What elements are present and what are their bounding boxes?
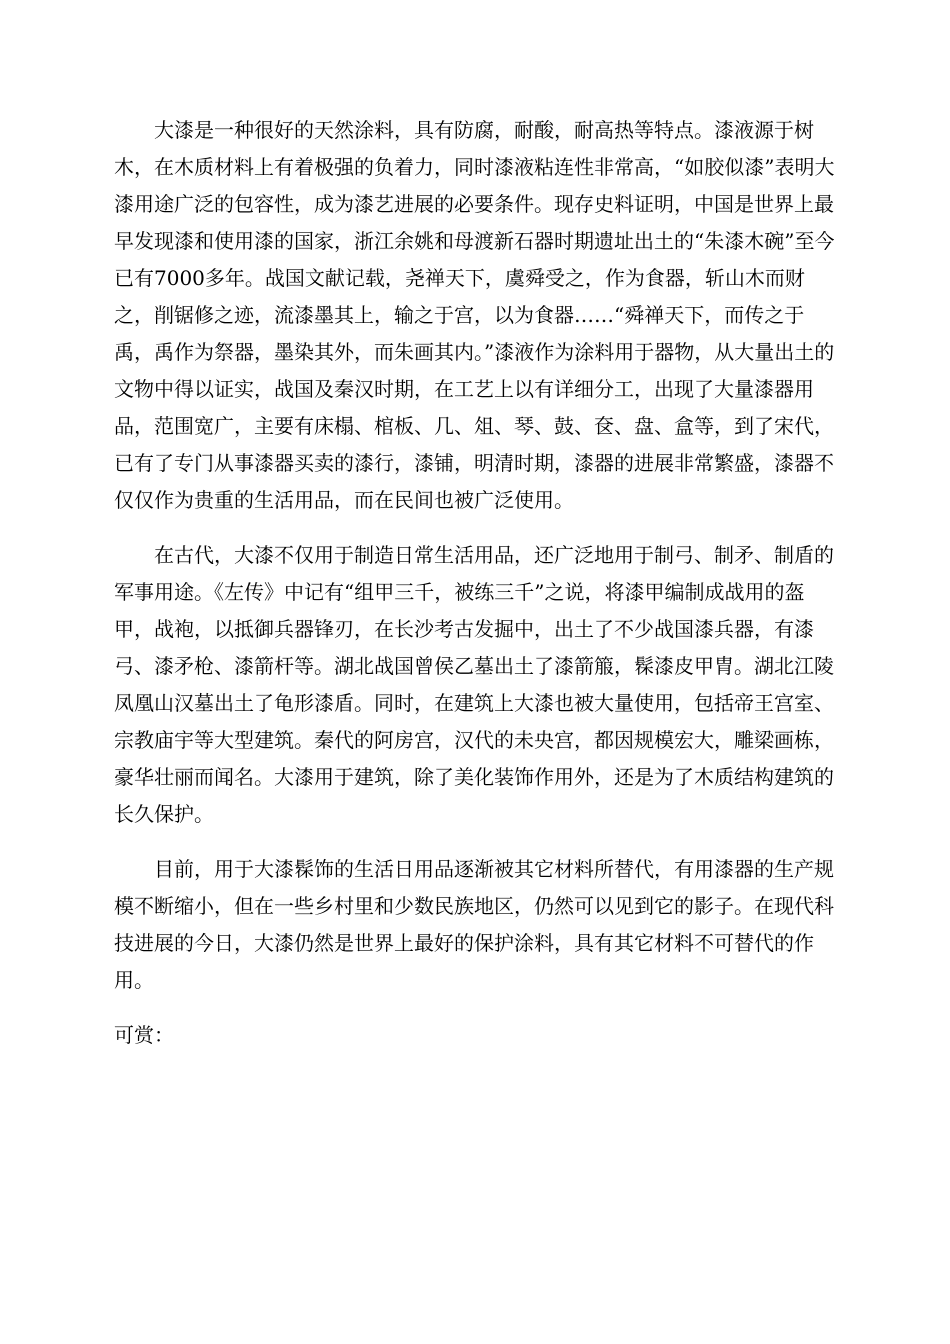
paragraph-lacquer-modern: 目前，用于大漆髹饰的生活日用品逐渐被其它材料所替代，有用漆器的生产规模不断缩小，但在一些乡村里和少数民族地区，仍然可以见到它的影子。在现代科技进展的今日，大漆仍然是世界上最好的保护涂料，具有其它材料不可替代的作用。	[114, 857, 834, 992]
paragraph-spacer	[114, 519, 836, 537]
document-page	[114, 112, 836, 1054]
closing-line: 可赏：	[114, 1023, 174, 1047]
paragraph-lacquer-origins: 大漆是一种很好的天然涂料，具有防腐，耐酸，耐高热等特点。漆液源于树木，在木质材料上有着极强的负着力，同时漆液粘连性非常高，“如胶似漆”表明大漆用途广泛的包容性，成为漆艺进展的必要条件。现存史料证明，中国是世界上最早发现漆和使用漆的国家，浙江余姚和母渡新石器时期遗址出土的“朱漆木碗”至今已有7000多年。战国文献记载，尧禅天下，虞舜受之，作为食器，斩山木而财之，削锯修之迹，流漆墨其上，输之于宫，以为食器……“舜禅天下，而传之于禹，禹作为祭器，墨染其外，而朱画其内。”漆液作为涂料用于器物，从大量出土的文物中得以证实，战国及秦汉时期，在工艺上以有详细分工，出现了大量漆器用品，范围宽广，主要有床榻、棺板、几、俎、琴、鼓、奁、盘、盒等，到了宋代，已有了专门从事漆器买卖的漆行，漆铺，明清时期，漆器的进展非常繁盛，漆器不仅仅作为贵重的生活用品，而在民间也被广泛使用。	[114, 118, 835, 512]
paragraph-spacer	[114, 833, 836, 851]
paragraph-spacer	[114, 999, 836, 1017]
paragraph-lacquer-military-architecture: 在古代，大漆不仅用于制造日常生活用品，还广泛地用于制弓、制矛、制盾的军事用途。《左传》中记有“组甲三千，被练三千”之说，将漆甲编制成战用的盔甲，战袍，以抵御兵器锋刃，在长沙考古发掘中，出土了不少战国漆兵器，有漆弓、漆矛枪、漆箭杆等。湖北战国曾侯乙墓出土了漆箭箙，髹漆皮甲胄。湖北江陵凤凰山汉墓出土了龟形漆盾。同时，在建筑上大漆也被大量使用，包括帝王宫室、宗教庙宇等大型建筑。秦代的阿房宫，汉代的未央宫，都因规模宏大，雕梁画栋，豪华壮丽而闻名。大漆用于建筑，除了美化装饰作用外，还是为了木质结构建筑的长久保护。	[114, 543, 834, 826]
